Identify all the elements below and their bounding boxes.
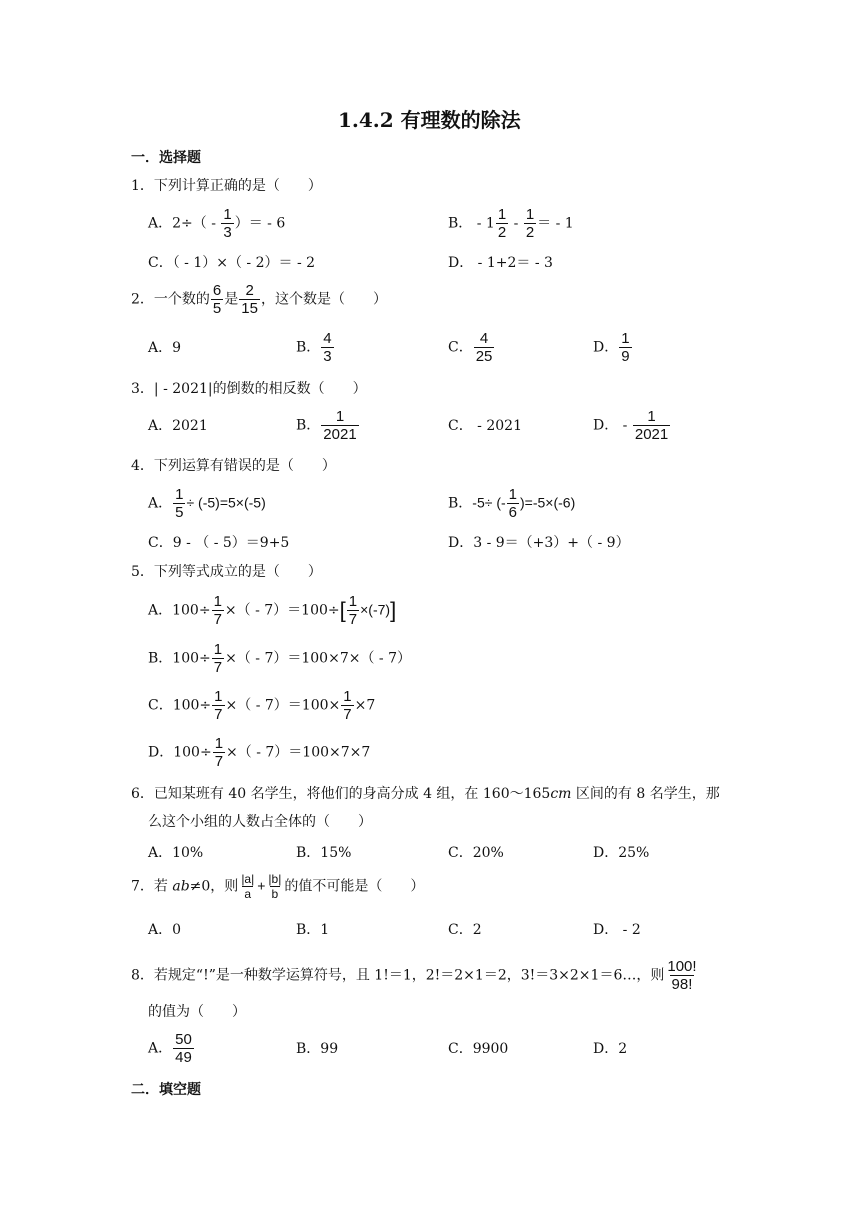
question-6-stem-line1: 6．已知某班有 40 名学生，将他们的身高分成 4 组，在 160～165cm 区间的有 8 名学生，那	[131, 786, 720, 802]
q3-option-d: D． - $\frac{1}{2021}$	[593, 408, 669, 443]
fraction: $\frac{6}{5}$	[212, 282, 222, 317]
section-heading-choice: 一．选择题	[131, 150, 201, 166]
q3-option-a: A．2021	[148, 418, 208, 434]
question-7-stem: 7．若 ab≠0，则 $\frac{|a|}{a}$ + $\frac{|b|}{b}$ 的值不可能是（ ）	[131, 872, 425, 901]
fraction: $\frac{|a|}{a}$	[241, 872, 255, 901]
q6-option-b: B．15%	[296, 845, 352, 861]
q2-option-b: B． $\frac{4}{3}$	[296, 330, 332, 365]
fraction: $\frac{1}{2}$	[497, 206, 507, 241]
q8-option-d: D．2	[593, 1041, 628, 1057]
fraction: $\frac{4}{3}$	[323, 330, 332, 365]
q2-option-c: C． $\frac{4}{25}$	[448, 330, 493, 365]
q2-option-a: A．9	[148, 340, 182, 356]
q1-option-c: C．（ - 1）×（ - 2）＝ - 2	[148, 255, 316, 271]
q6-option-c: C．20%	[448, 845, 504, 861]
q4-option-c: C．9 - （ - 5）＝9+5	[148, 535, 290, 551]
q1-option-a: A．2÷（ - $\frac{1}{3}$ ）＝ - 6	[148, 206, 286, 241]
question-8-stem-line2: 的值为（ ）	[148, 1004, 246, 1020]
question-4-stem: 4．下列运算有错误的是（ ）	[131, 458, 336, 474]
fraction: $\frac{4}{25}$	[475, 330, 493, 365]
q3-option-b: B． $\frac{1}{2021}$	[296, 408, 357, 443]
fraction: $\frac{1}{9}$	[621, 330, 630, 365]
fraction: $\frac{2}{15}$	[241, 282, 258, 317]
q5-option-a: A．100÷ $\frac{1}{7}$ ×（ - 7）＝100÷[ $\frac{1}{7}$ ×(-7)]	[148, 593, 397, 628]
q5-option-c: C．100÷ $\frac{1}{7}$ ×（ - 7）＝100× $\frac{1}{7}$ ×7	[148, 688, 376, 723]
fraction: $\frac{100!}{98!}$	[667, 958, 697, 993]
q2-option-d: D． $\frac{1}{9}$	[593, 330, 630, 365]
fraction: $\frac{1}{2}$	[525, 206, 535, 241]
fraction: $\frac{1}{7}$	[213, 641, 223, 676]
q4-option-a: A． $\frac{1}{5}$ ÷ (-5)=5×(-5)	[148, 486, 266, 521]
q5-option-d: D．100÷ $\frac{1}{7}$ ×（ - 7）＝100×7×7	[148, 735, 371, 770]
q7-option-b: B．1	[296, 922, 330, 938]
fraction: $\frac{50}{49}$	[175, 1031, 192, 1066]
fraction: $\frac{1}{7}$	[214, 688, 223, 723]
q1-option-d: D． - 1+2＝ - 3	[448, 255, 553, 271]
fraction: $\frac{1}{2021}$	[323, 408, 357, 443]
fraction: $\frac{1}{7}$	[213, 593, 222, 628]
q1-option-b: B． - 1 $\frac{1}{2}$ - $\frac{1}{2}$ ＝ - 1	[448, 206, 574, 241]
q7-option-a: A．0	[148, 922, 182, 938]
question-1-stem: 1．下列计算正确的是（ ）	[131, 178, 322, 194]
fraction: $\frac{1}{7}$	[343, 688, 352, 723]
q5-option-b: B．100÷ $\frac{1}{7}$ ×（ - 7）＝100×7×（ - 7）	[148, 641, 411, 676]
question-5-stem: 5．下列等式成立的是（ ）	[131, 564, 322, 580]
q6-option-d: D．25%	[593, 845, 650, 861]
q6-option-a: A．10%	[148, 845, 204, 861]
fraction: $\frac{|b|}{b}$	[268, 872, 282, 901]
question-3-stem: 3．| - 2021|的倒数的相反数（ ）	[131, 381, 367, 397]
fraction: $\frac{1}{5}$	[175, 486, 184, 521]
question-2-stem: 2．一个数的 $\frac{6}{5}$ 是 $\frac{2}{15}$ ，这个数是（ ）	[131, 282, 387, 317]
fraction: $\frac{1}{7}$	[348, 593, 358, 628]
q8-option-c: C．9900	[448, 1041, 509, 1057]
question-8-stem-line1: 8．若规定“!”是一种数学运算符号，且 1!＝1，2!＝2×1＝2，3!＝3×2×1＝6…，则 $\frac{100!}{98!}$	[131, 958, 697, 993]
q8-option-a: A． $\frac{50}{49}$	[148, 1031, 192, 1066]
q7-option-d: D． - 2	[593, 922, 641, 938]
fraction: $\frac{1}{3}$	[223, 206, 232, 241]
q8-option-b: B．99	[296, 1041, 339, 1057]
fraction: $\frac{1}{7}$	[214, 735, 224, 770]
q3-option-c: C． - 2021	[448, 418, 522, 434]
page-title: 1.4.2 有理数的除法	[338, 108, 521, 132]
section-heading-fill: 二．填空题	[131, 1082, 201, 1098]
q7-option-c: C．2	[448, 922, 482, 938]
q4-option-d: D．3 - 9＝（+3）+（ - 9）	[448, 535, 630, 551]
fraction: $\frac{1}{6}$	[508, 486, 517, 521]
fraction: $\frac{1}{2021}$	[634, 408, 669, 443]
q4-option-b: B．-5÷ (- $\frac{1}{6}$ )=-5×(-6)	[448, 486, 576, 521]
question-6-stem-line2: 么这个小组的人数占全体的（ ）	[148, 814, 372, 830]
